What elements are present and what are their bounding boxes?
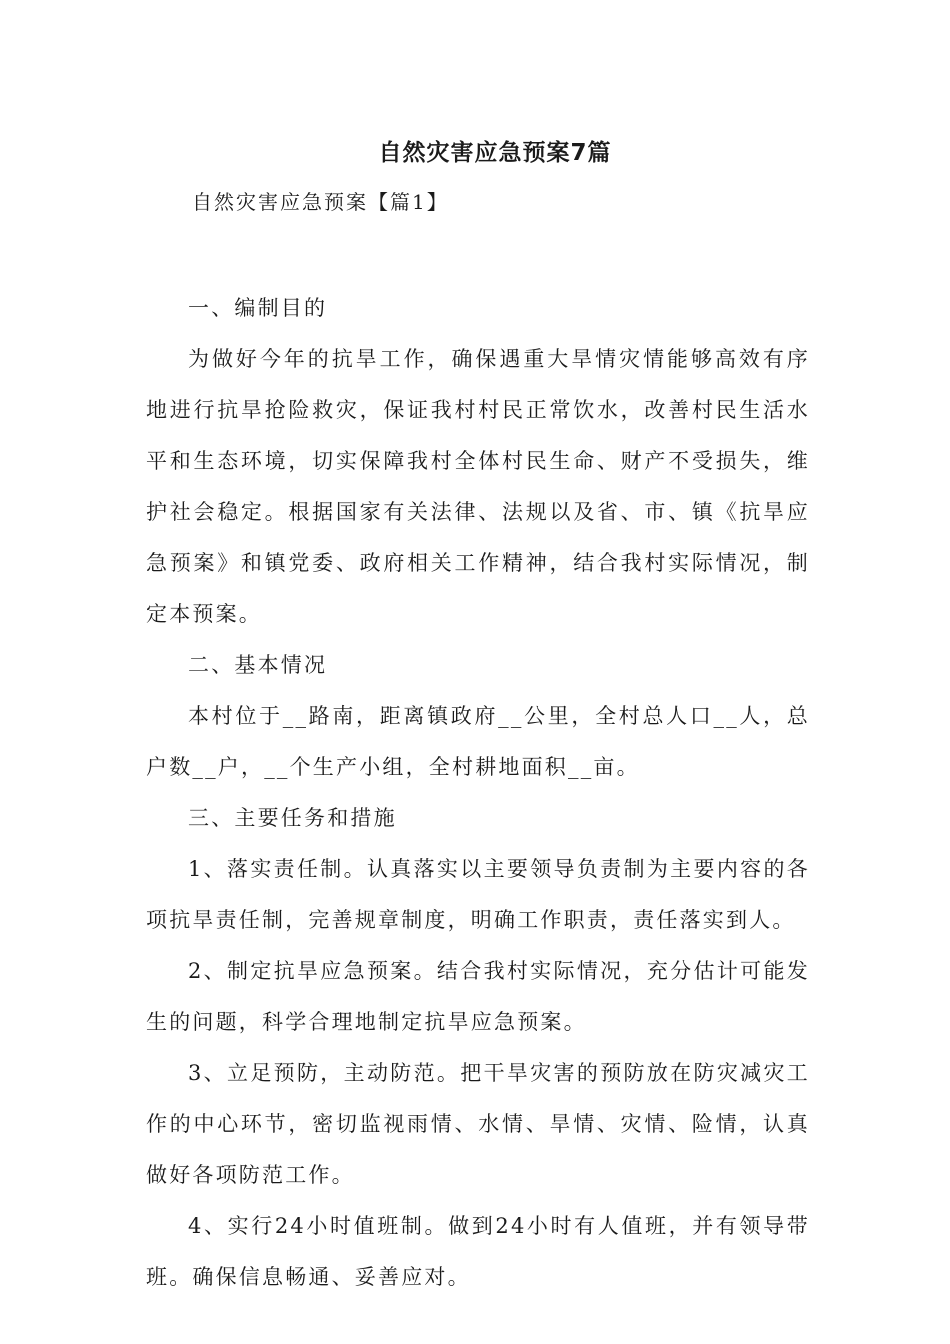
paragraph-task-4: 4、实行24小时值班制。做到24小时有人值班，并有领导带班。确保信息畅通、妥善应对。 (146, 1214, 810, 1289)
heading-basic-situation: 二、基本情况 (188, 653, 328, 677)
paragraph-task-1: 1、落实责任制。认真落实以主要领导负责制为主要内容的各项抗旱责任制，完善规章制度，明确工作职责，责任落实到人。 (146, 857, 810, 932)
heading-purpose: 一、编制目的 (188, 296, 328, 320)
paragraph-purpose: 为做好今年的抗旱工作，确保遇重大旱情灾情能够高效有序地进行抗旱抢险救灾，保证我村村民正常饮水，改善村民生活水平和生态环境，切实保障我村全体村民生命、财产不受损失，维护社会稳定。根据国家有关法律、法规以及省、市、镇《抗旱应急预案》和镇党委、政府相关工作精神，结合我村实际情况，制定本预案。 (146, 347, 810, 626)
paragraph-task-3: 3、立足预防，主动防范。把干旱灾害的预防放在防灾减灾工作的中心环节，密切监视雨情、水情、旱情、灾情、险情，认真做好各项防范工作。 (146, 1061, 810, 1187)
document-title: 自然灾害应急预案7篇 (378, 140, 612, 166)
heading-tasks-measures: 三、主要任务和措施 (188, 806, 397, 830)
document-body (146, 283, 810, 1303)
paragraph-basic-situation: 本村位于__路南，距离镇政府__公里，全村总人口__人，总户数__户，__个生产小组，全村耕地面积__亩。 (146, 704, 810, 779)
section-subtitle: 自然灾害应急预案【篇1】 (192, 190, 449, 214)
paragraph-task-2: 2、制定抗旱应急预案。结合我村实际情况，充分估计可能发生的问题，科学合理地制定抗旱应急预案。 (146, 959, 810, 1034)
